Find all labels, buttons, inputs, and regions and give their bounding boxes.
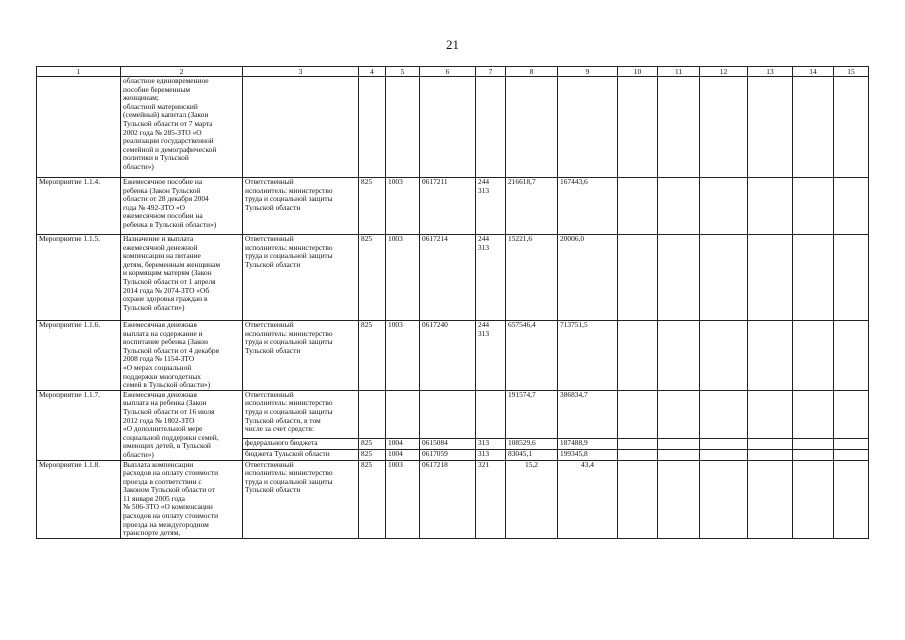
- cell-line: Ежемесячная денежная: [123, 390, 197, 399]
- cell-col-13: [748, 321, 793, 391]
- cell-col-14: [793, 438, 834, 449]
- cell-line: числе за счет средств:: [245, 424, 314, 434]
- page-number: 21: [446, 37, 459, 52]
- cell-col-15: [834, 460, 869, 538]
- cell-section: 1003: [386, 178, 420, 235]
- cell-amount-col9: 43,4: [558, 460, 618, 538]
- cell-target-article: 0617240: [420, 321, 476, 391]
- cell-line: Ответственный: [245, 390, 294, 399]
- cell-line: труда и социальной защиты: [245, 251, 333, 261]
- cell-amount-col9: 167443,6: [558, 178, 618, 235]
- cell-line: Ответственный: [245, 234, 294, 243]
- cell-line: 2008 года № 1154-ЗТО: [123, 354, 195, 364]
- column-header-2: 2: [121, 67, 243, 77]
- cell-col-12: [700, 178, 748, 235]
- cell-line: 2012 года № 1802-ЗТО: [123, 415, 195, 425]
- cell-line: проезда в соответствии с: [123, 476, 202, 486]
- cell-amount-col8: [506, 77, 558, 178]
- responsible-executor: [243, 77, 359, 178]
- cell-col-13: [748, 460, 793, 538]
- cell-col-11: [658, 235, 700, 321]
- cell-col-15: [834, 390, 869, 438]
- cell-line: Тульской области от 16 июля: [123, 406, 215, 416]
- cell-line: детям, беременным женщинам: [123, 259, 221, 269]
- cell-line: области»): [123, 449, 154, 459]
- column-header-8: 8: [506, 67, 558, 77]
- cell-line: Тульской области: [245, 259, 301, 269]
- cell-grbs: [359, 390, 386, 438]
- cell-target-article: [420, 77, 476, 178]
- cell-target-article: 0617218: [420, 460, 476, 538]
- cell-amount-col8: 216618,7: [506, 178, 558, 235]
- funding-source: бюджета Тульской области: [243, 449, 359, 460]
- cell-col-11: [658, 178, 700, 235]
- cell-target-article: [420, 390, 476, 438]
- cell-line: Тульской области от 4 декабря: [123, 345, 219, 355]
- cell-line: имеющих детей, в Тульской: [123, 441, 211, 451]
- table-row: [37, 77, 869, 178]
- cell-line: ребенка в Тульской области»): [123, 219, 217, 229]
- column-header-14: 14: [793, 67, 834, 77]
- cell-col-12: [700, 390, 748, 438]
- cell-section: 1003: [386, 235, 420, 321]
- cell-line: (семейный) капитал (Закон: [123, 110, 209, 120]
- responsible-executor: [243, 178, 359, 235]
- responsible-executor: [243, 460, 359, 538]
- column-header-1: 1: [37, 67, 121, 77]
- cell-col-10: [618, 178, 658, 235]
- cell-line: Назначение и выплата: [123, 234, 194, 243]
- cell-target-article: 0617211: [420, 178, 476, 235]
- measure-description: [121, 178, 243, 235]
- measure-name: Мероприятие 1.1.6.: [37, 321, 121, 391]
- cell-amount-col8: 657546,4: [506, 321, 558, 391]
- cell-line: года № 492-ЗТО «О: [123, 202, 186, 212]
- cell-col-11: [658, 460, 700, 538]
- cell-line: Ежемесячное пособие на: [123, 177, 203, 186]
- cell-amount-col8: 15221,6: [506, 235, 558, 321]
- cell-line: выплата на содержание и: [123, 328, 203, 338]
- cell-grbs: 825: [359, 449, 386, 460]
- cell-line: 11 января 2005 года: [123, 493, 185, 503]
- cell-line: выплата на ребенка (Закон: [123, 398, 207, 408]
- cell-line: Ответственный: [245, 177, 294, 186]
- cell-col-14: [793, 178, 834, 235]
- cell-line: компенсации на питание: [123, 251, 201, 261]
- cell-col-12: [700, 77, 748, 178]
- cell-line: семей в Тульской области»): [123, 380, 211, 390]
- cell-col-14: [793, 460, 834, 538]
- cell-line: семейной и демографической: [123, 144, 217, 154]
- cell-line: политики в Тульской: [123, 153, 189, 163]
- cell-expense-type: 313: [476, 449, 506, 460]
- cell-expense-type: 244 313: [476, 178, 506, 235]
- cell-col-10: [618, 460, 658, 538]
- cell-line: ежемесячном пособии на: [123, 211, 203, 221]
- cell-line: труда и социальной защиты: [245, 194, 333, 204]
- cell-line: Тульской области от 7 марта: [123, 118, 213, 128]
- cell-section: [386, 390, 420, 438]
- header-row: [37, 67, 869, 77]
- cell-grbs: 825: [359, 235, 386, 321]
- column-header-3: 3: [243, 67, 359, 77]
- cell-amount-col9: 713751,5: [558, 321, 618, 391]
- cell-line: Ежемесячная денежная: [123, 320, 197, 329]
- cell-amount-col9: [558, 77, 618, 178]
- measure-name: Мероприятие 1.1.8.: [37, 460, 121, 538]
- cell-line: Тульской области»): [123, 302, 185, 312]
- cell-col-10: [618, 321, 658, 391]
- cell-line: 2014 года № 2074-ЗТО «Об: [123, 285, 210, 295]
- cell-line: № 506-ЗТО «О компенсации: [123, 502, 213, 512]
- cell-line: и кормящим матерям (Закон: [123, 268, 212, 278]
- responsible-executor: [243, 235, 359, 321]
- cell-col-11: [658, 438, 700, 449]
- cell-section: [386, 77, 420, 178]
- table-row: [37, 390, 869, 438]
- cell-col-13: [748, 77, 793, 178]
- cell-section: 1004: [386, 449, 420, 460]
- cell-line: транспорте детям,: [123, 528, 181, 538]
- column-header-13: 13: [748, 67, 793, 77]
- column-header-7: 7: [476, 67, 506, 77]
- cell-grbs: 825: [359, 460, 386, 538]
- cell-col-15: [834, 321, 869, 391]
- cell-col-15: [834, 178, 869, 235]
- measure-description: [121, 321, 243, 391]
- cell-col-11: [658, 77, 700, 178]
- cell-line: труда и социальной защиты: [245, 476, 333, 486]
- cell-line: труда и социальной защиты: [245, 406, 333, 416]
- cell-expense-type: 321: [476, 460, 506, 538]
- cell-line: «О дополнительной мере: [123, 424, 203, 434]
- cell-line: 2002 года № 285-ЗТО «О: [123, 127, 202, 137]
- cell-line: исполнитель: министерство: [245, 185, 333, 195]
- cell-line: областной материнский: [123, 101, 198, 111]
- table-row: [37, 321, 869, 391]
- measure-description: [121, 235, 243, 321]
- table-row: [37, 235, 869, 321]
- cell-col-14: [793, 449, 834, 460]
- cell-line: Тульской области: [245, 345, 301, 355]
- cell-line: Ответственный: [245, 320, 294, 329]
- table-row: [37, 460, 869, 538]
- cell-amount-col9: 199345,8: [558, 449, 618, 460]
- cell-col-12: [700, 235, 748, 321]
- cell-amount-col8: 15,2: [506, 460, 558, 538]
- cell-grbs: 825: [359, 178, 386, 235]
- cell-line: реализации государственной: [123, 136, 214, 146]
- cell-target-article: 0617059: [420, 449, 476, 460]
- cell-line: области»): [123, 161, 154, 171]
- cell-amount-col9: 187488,9: [558, 438, 618, 449]
- cell-line: области от 28 декабря 2004: [123, 194, 209, 204]
- cell-line: пособие беременным: [123, 84, 191, 94]
- cell-col-15: [834, 77, 869, 178]
- cell-expense-type: [476, 390, 506, 438]
- cell-col-13: [748, 438, 793, 449]
- program-table: [36, 66, 869, 539]
- cell-col-10: [618, 77, 658, 178]
- cell-line: женщинам;: [123, 93, 159, 103]
- measure-name: Мероприятие 1.1.5.: [37, 235, 121, 321]
- cell-expense-type: 244 313: [476, 235, 506, 321]
- measure-name: Мероприятие 1.1.4.: [37, 178, 121, 235]
- cell-line: социальной поддержки семей,: [123, 432, 219, 442]
- table-row: [37, 178, 869, 235]
- cell-line: воспитание ребенка (Закон: [123, 337, 208, 347]
- cell-col-12: [700, 321, 748, 391]
- column-header-12: 12: [700, 67, 748, 77]
- cell-grbs: 825: [359, 438, 386, 449]
- cell-section: 1003: [386, 321, 420, 391]
- cell-line: Тульской области от 1 апреля: [123, 276, 216, 286]
- cell-line: исполнитель: министерство: [245, 468, 333, 478]
- cell-line: охране здоровья граждан в: [123, 294, 208, 304]
- cell-col-12: [700, 438, 748, 449]
- cell-col-10: [618, 449, 658, 460]
- responsible-executor: [243, 321, 359, 391]
- cell-amount-col8: 108529,6: [506, 438, 558, 449]
- responsible-executor: [243, 390, 359, 438]
- cell-amount-col8: 191574,7: [506, 390, 558, 438]
- measure-description: [121, 390, 243, 460]
- column-header-10: 10: [618, 67, 658, 77]
- cell-col-13: [748, 178, 793, 235]
- cell-col-10: [618, 390, 658, 438]
- cell-expense-type: 313: [476, 438, 506, 449]
- cell-col-14: [793, 321, 834, 391]
- cell-col-13: [748, 390, 793, 438]
- cell-line: исполнитель: министерство: [245, 328, 333, 338]
- column-header-15: 15: [834, 67, 869, 77]
- cell-amount-col9: 386834,7: [558, 390, 618, 438]
- cell-line: поддержки многодетных: [123, 371, 201, 381]
- cell-grbs: 825: [359, 321, 386, 391]
- cell-col-11: [658, 321, 700, 391]
- cell-expense-type: [476, 77, 506, 178]
- funding-source: федерального бюджета: [243, 438, 359, 449]
- measure-description: [121, 77, 243, 178]
- cell-target-article: 0617214: [420, 235, 476, 321]
- cell-col-11: [658, 449, 700, 460]
- cell-col-14: [793, 390, 834, 438]
- column-header-11: 11: [658, 67, 700, 77]
- cell-line: Тульской области, в том: [245, 415, 321, 425]
- cell-line: ребенка (Закон Тульской: [123, 185, 201, 195]
- cell-col-15: [834, 449, 869, 460]
- cell-col-12: [700, 449, 748, 460]
- cell-col-13: [748, 235, 793, 321]
- cell-amount-col8: 83045,1: [506, 449, 558, 460]
- cell-col-11: [658, 390, 700, 438]
- cell-line: проезда на междугородном: [123, 519, 209, 529]
- column-header-4: 4: [359, 67, 386, 77]
- cell-line: Законом Тульской области от: [123, 485, 215, 495]
- cell-line: исполнитель: министерство: [245, 242, 333, 252]
- cell-line: Выплата компенсации: [123, 460, 194, 469]
- cell-col-12: [700, 460, 748, 538]
- cell-line: областное единовременное: [123, 76, 209, 85]
- cell-line: труда и социальной защиты: [245, 337, 333, 347]
- cell-line: расходов на оплату стоимости: [123, 468, 219, 478]
- cell-col-15: [834, 235, 869, 321]
- cell-line: расходов на оплату стоимости: [123, 511, 219, 521]
- cell-col-14: [793, 235, 834, 321]
- column-header-9: 9: [558, 67, 618, 77]
- cell-col-13: [748, 449, 793, 460]
- cell-line: Ответственный: [245, 460, 294, 469]
- cell-col-15: [834, 438, 869, 449]
- cell-target-article: 0615084: [420, 438, 476, 449]
- cell-grbs: [359, 77, 386, 178]
- cell-col-10: [618, 235, 658, 321]
- cell-line: ежемесячной денежной: [123, 242, 198, 252]
- cell-amount-col9: 20006,0: [558, 235, 618, 321]
- column-header-5: 5: [386, 67, 420, 77]
- measure-description: [121, 460, 243, 538]
- cell-line: Тульской области: [245, 202, 301, 212]
- cell-section: 1004: [386, 438, 420, 449]
- cell-line: Тульской области: [245, 485, 301, 495]
- cell-expense-type: 244 313: [476, 321, 506, 391]
- cell-col-14: [793, 77, 834, 178]
- measure-name: Мероприятие 1.1.7.: [37, 390, 121, 460]
- measure-name: [37, 77, 121, 178]
- cell-section: 1003: [386, 460, 420, 538]
- cell-line: исполнитель: министерство: [245, 398, 333, 408]
- cell-col-10: [618, 438, 658, 449]
- cell-line: «О мерах социальной: [123, 362, 192, 372]
- column-header-6: 6: [420, 67, 476, 77]
